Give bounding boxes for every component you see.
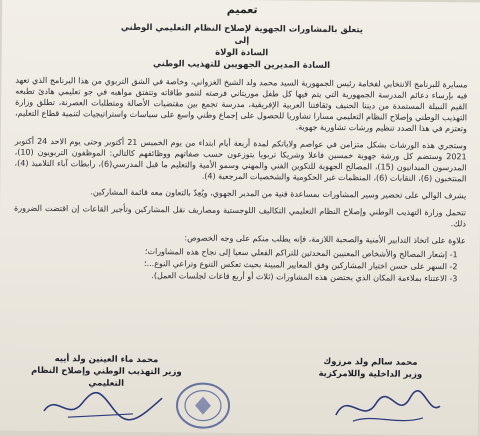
list-item: 3- الاعتناء بملاءمة المكان الذي يحتضن هذه المشاورات (ثلاث أو أربع قاعات لجلسات العمل).	[151, 271, 458, 284]
signatory-title: وزير التهذيب الوطني وإصلاح النظام التعليمي	[31, 365, 182, 389]
list-item: 1- إشعار المصالح والأشخاص المعنيين المحدثين للتراكم الفعلي سعيا إلى نجاح هذه المشاورات؛	[144, 247, 458, 260]
request-list	[13, 245, 465, 285]
recipient-governors: السادة الولاة	[215, 47, 269, 59]
document-title: تعميم	[226, 2, 258, 17]
document-body	[13, 2, 468, 286]
to-word: إلى	[234, 35, 250, 47]
official-stamp	[173, 379, 234, 432]
handwritten-signature	[328, 385, 448, 431]
signatory-name: محمد ماء العينين ولد أييه	[54, 354, 159, 366]
paragraph-workshops: وستجري هذه الورشات بشكل متزامن في عواصم ولاياتكم لمدة أربعة أيام ابتداء من يوم الخميس 21 أكتوبر وحتى يوم الاحد 24 أكتوبر 2021 وستضم كل ورشة جهوية خمسين فاعلا وشريكا تربويا يتوزعون حسب صفاتهم ووظائفهم كالتالي: الموظفون التربويون (10)، المدرسون الميدانيون (15)، المصالح الجهوية للتكوين الفني والمهني وسمو الأمية والتعليم ما قبل المدرسي(6)، رابطات آباء التلاميذ (4)، المنتخبون (6)، النقابات (6)، المنظمات غير الحكومية والشخصيات المرجعية (4).	[14, 136, 467, 184]
document-subject: يتعلق بالمشاورات الجهوية لإصلاح النظام التعليمي الوطني	[120, 22, 364, 36]
signatory-title: وزير الداخلية واللامركزية	[318, 368, 423, 380]
paragraph-governor-role: يشرف الوالي على تحضير وسير المشاورات بمساعدة فنية من المدير الجهوي، ويُعِدّ بالتعاون معه قائمة المشاركين.	[90, 187, 467, 201]
handwritten-signature	[38, 383, 168, 429]
recipient-regional-directors: السادة المديرين الجهويين للتهذيب الوطني	[153, 59, 331, 71]
paragraph-requests: علاوة على اتخاذ التدابير الأمنية والصحية اللازمة، فإنه يطلب منكم على وجه الخصوص:	[184, 233, 466, 246]
paragraph-intro: مسايرة للبرنامج الانتخابي لفخامة رئيس الجمهورية السيد محمد ولد الشيخ الغزواني، وخاصة في الشق التربوي من هذا البرنامج الذي تعهد فيه بإرساء دعائم المدرسة الجمهورية التي يتم فيها كل طفل موريتاني فرصته لتنمو طاقاته وتتفتق مواهبه في جو تعليمي هادئ تطبعه القيم النبيلة المستمدة من ديننا الحنيف وثقافتنا العربية الإفريقية، مدرسة تجمع بين مقتضيات الأصالة ومتطلبات العصرنة، تطلق وزارة التهذيب الوطني وإصلاح النظام التعليمي مسارا تشاوريا للحصول على إجماع وطني واسع على سياسات واستراتيجيات لتنمية قطاع التعليم، وتعتزم في هذا الصدد تنظيم ورشات تشاورية جهوية.	[15, 75, 468, 134]
paragraph-costs: تتحمل وزارة التهذيب الوطني وإصلاح النظام التعليمي التكاليف اللوجستية ومصاريف نقل المشاركين وتأجير القاعات إن اقتضت الضرورة ذلك.	[14, 203, 467, 229]
signatory-name: محمد سالم ولد مرزوك	[323, 356, 418, 368]
list-item: 2- السهر على حسن اختيار المشاركين وفق المعايير المبينة بحيث تعكس التنوع وتراعي النوع...؛	[144, 258, 458, 272]
